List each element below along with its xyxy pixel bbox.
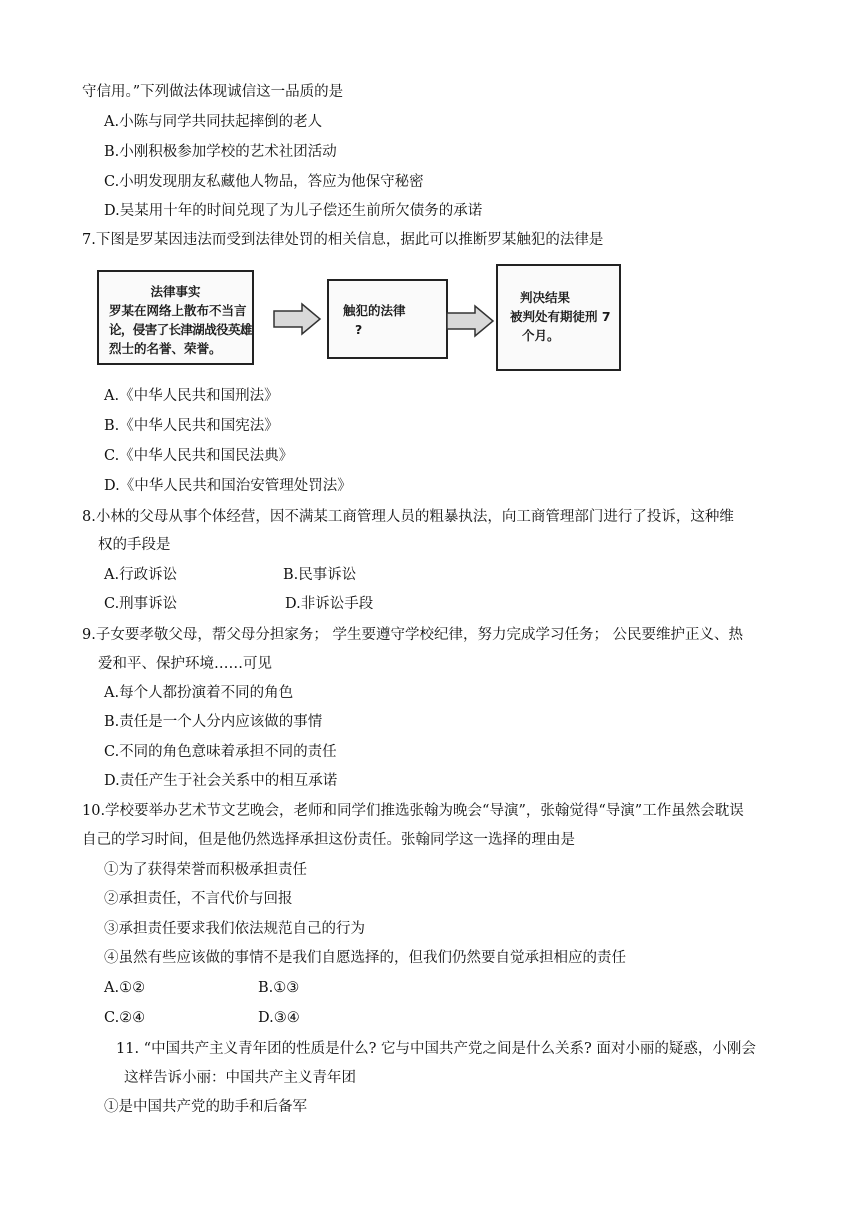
q8-option-a: A.行政诉讼 [104,567,178,583]
q6-option-a: A.小陈与同学共同扶起摔倒的老人 [104,114,323,130]
q9-option-a: A.每个人都扮演着不同的角色 [104,685,294,701]
legal-fact-title: 法律事实 [150,284,201,299]
q8-stem-line1: 8.小林的父母从事个体经营，因不满某工商管理人员的粗暴执法，向工商管理部门进行了投诉，这种维 [82,509,734,525]
q10-option-b: B.①③ [258,980,300,996]
q9-stem-line2: 爱和平、保护环境……可见 [98,656,272,672]
q7-option-b: B.《中华人民共和国宪法》 [104,418,279,434]
q10-item-1: ①为了获得荣誉而积极承担责任 [104,862,307,878]
verdict-line1: 被判处有期徒刑 7 [510,309,611,324]
q6-option-b: B.小刚积极参加学校的艺术社团活动 [104,144,337,160]
q10-item-4: ④虽然有些应该做的事情不是我们自愿选择的，但我们仍然要自觉承担相应的责任 [104,950,626,966]
q7-option-c: C.《中华人民共和国民法典》 [104,448,294,464]
q11-stem-line1: 11. “中国共产主义青年团的性质是什么? 它与中国共产党之间是什么关系? 面对小丽的疑惑，小刚会 [116,1041,756,1057]
q8-option-d: D.非诉讼手段 [285,596,374,612]
q9-option-b: B.责任是一个人分内应该做的事情 [104,714,323,730]
q10-option-a: A.①② [104,980,146,996]
violated-law-title: 触犯的法律 [343,303,406,318]
arrow-right-icon [445,304,495,338]
arrow-right-icon [272,302,322,336]
legal-fact-box [97,270,254,365]
q10-option-d: D.③④ [258,1010,300,1026]
q6-option-c: C.小明发现朋友私藏他人物品，答应为他保守秘密 [104,174,424,190]
q10-option-c: C.②④ [104,1010,146,1026]
q10-stem-line2: 自己的学习时间，但是他仍然选择承担这份责任。张翰同学这一选择的理由是 [82,832,575,848]
q7-option-a: A.《中华人民共和国刑法》 [104,388,279,404]
legal-fact-line2: 论，侵害了长津湖战役英雄 [109,322,252,337]
q6-stem-tail: 守信用。”下列做法体现诚信这一品质的是 [82,84,344,100]
q10-item-2: ②承担责任，不言代价与回报 [104,891,293,907]
legal-fact-line1: 罗某在网络上散布不当言 [109,303,247,318]
verdict-box [496,264,621,371]
verdict-title: 判决结果 [520,290,571,305]
legal-fact-line3: 烈士的名誉、荣誉。 [109,341,222,356]
verdict-line2: 个月。 [522,328,560,343]
q8-option-c: C.刑事诉讼 [104,596,178,612]
q7-stem: 7.下图是罗某因违法而受到法律处罚的相关信息，据此可以推断罗某触犯的法律是 [82,232,604,248]
q9-option-d: D.责任产生于社会关系中的相互承诺 [104,773,338,789]
q6-option-d: D.吴某用十年的时间兑现了为儿子偿还生前所欠债务的承诺 [104,203,483,219]
violated-law-question: ? [355,322,363,337]
q10-item-3: ③承担责任要求我们依法规范自己的行为 [104,921,365,937]
q9-option-c: C.不同的角色意味着承担不同的责任 [104,744,337,760]
violated-law-box [327,279,448,359]
q11-stem-line2: 这样告诉小丽：中国共产主义青年团 [124,1070,356,1086]
q11-item-1: ①是中国共产党的助手和后备军 [104,1099,307,1115]
q9-stem-line1: 9.子女要孝敬父母，帮父母分担家务； 学生要遵守学校纪律，努力完成学习任务； 公民要维护正义、热 [82,627,744,643]
q8-option-b: B.民事诉讼 [283,567,357,583]
q10-stem-line1: 10.学校要举办艺术节文艺晚会，老师和同学们推选张翰为晚会“导演”，张翰觉得“导演”工作虽然会耽误 [82,803,744,819]
q8-stem-line2: 权的手段是 [98,537,171,553]
q7-option-d: D.《中华人民共和国治安管理处罚法》 [104,478,352,494]
